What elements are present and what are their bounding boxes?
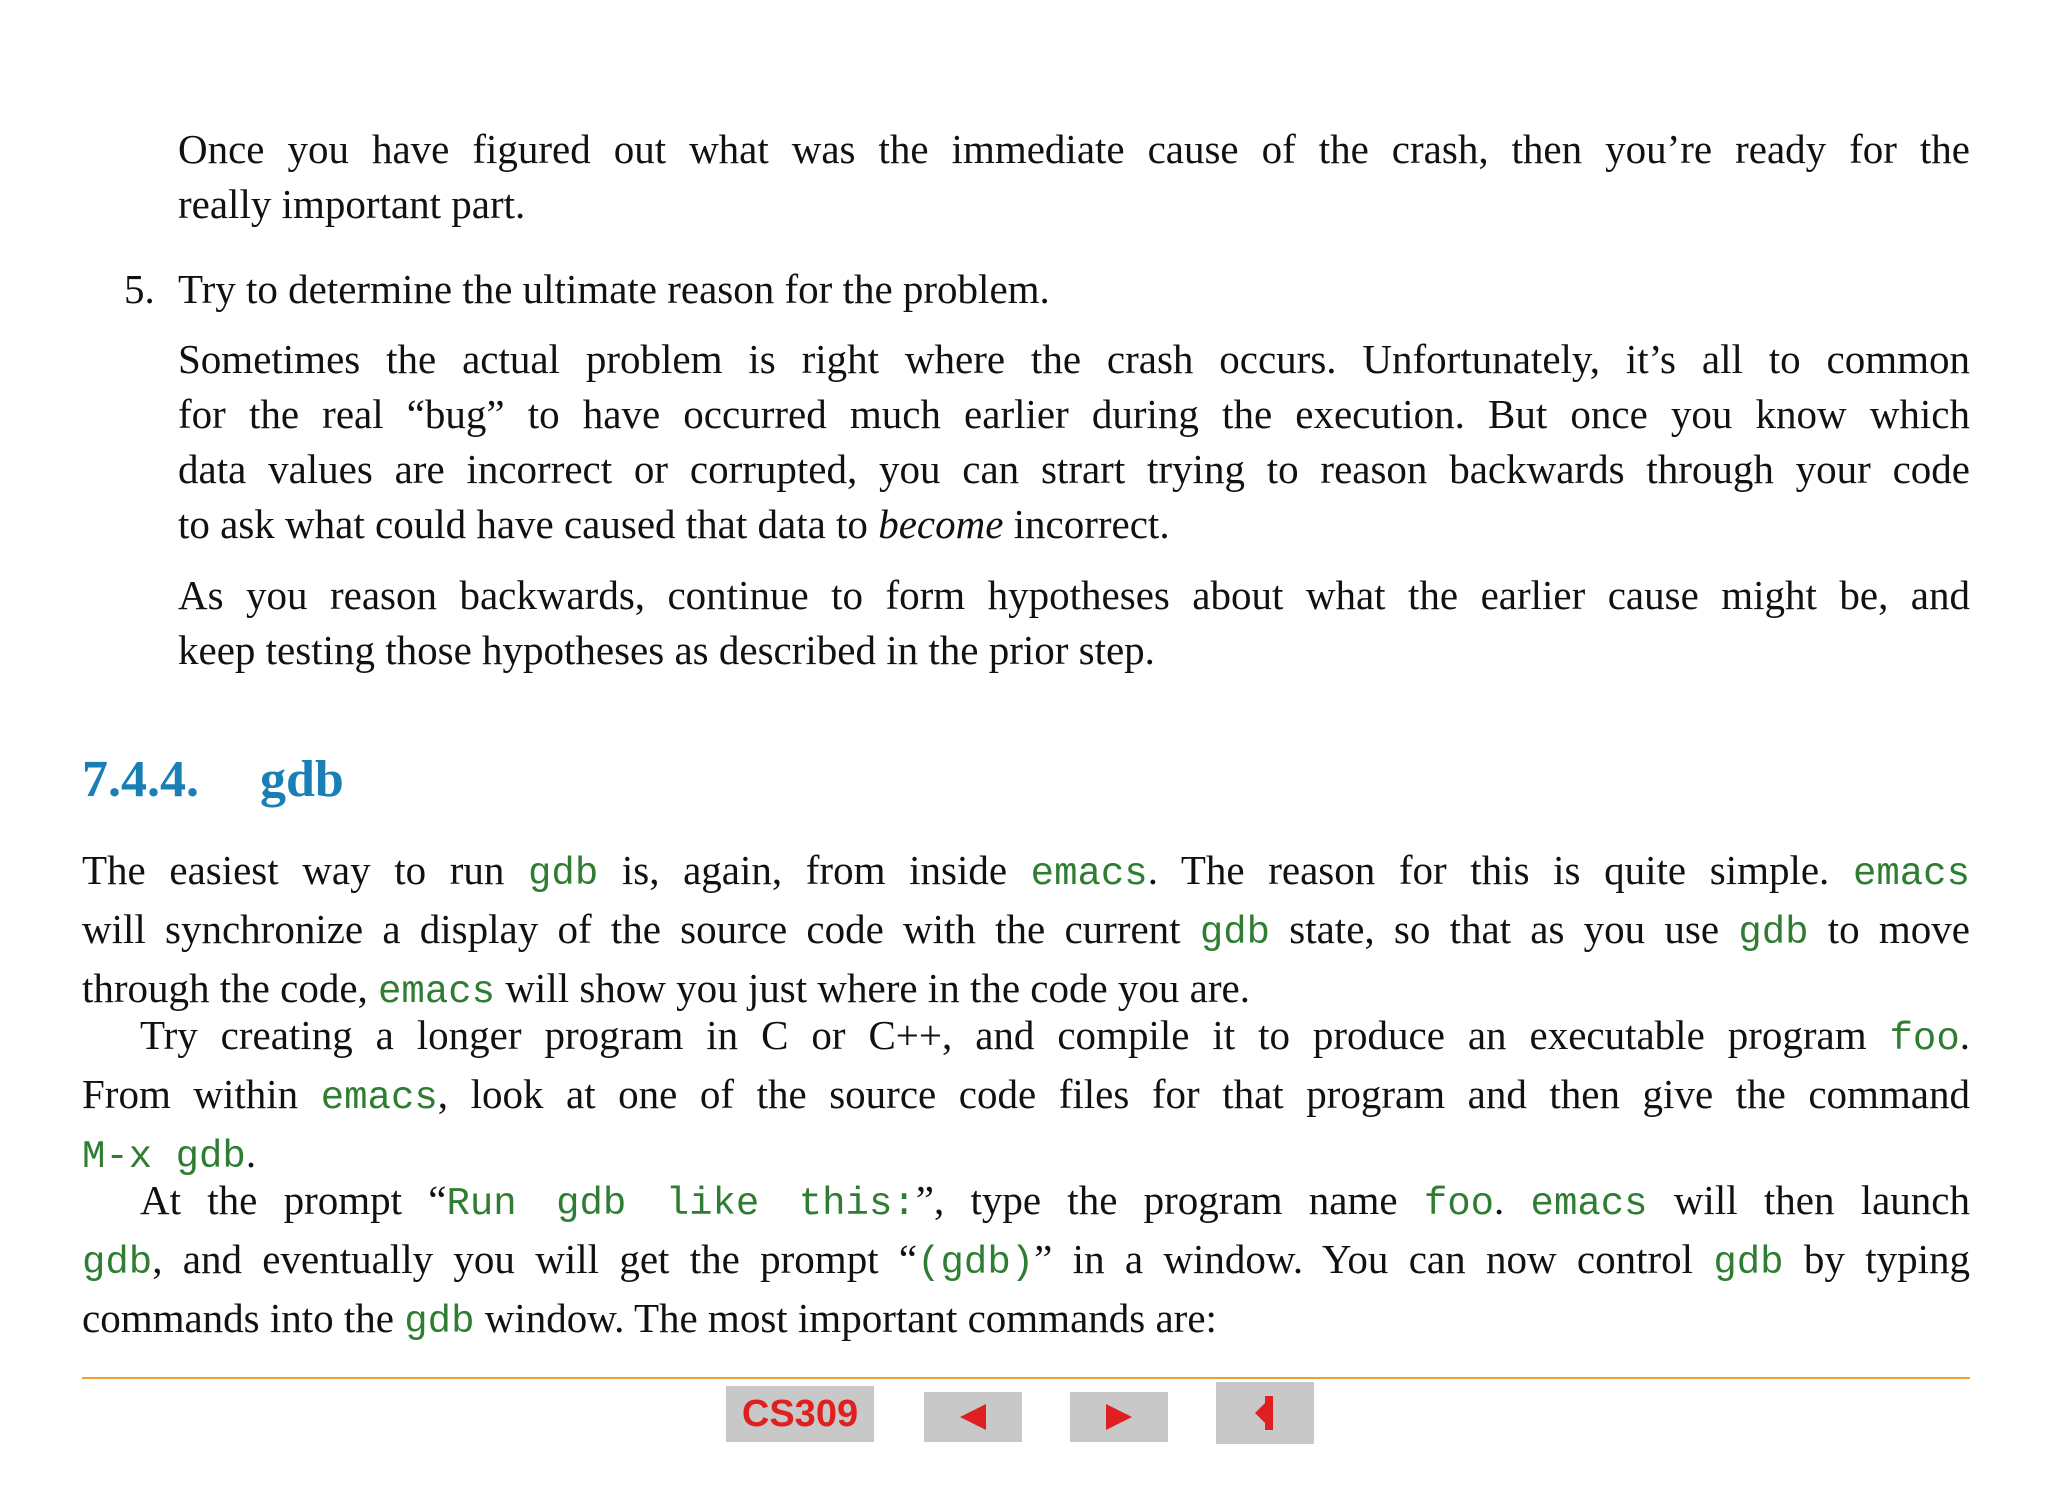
section-number: 7.4.4. [82,751,199,808]
step-p2-line-1: As you reason backwards, continue to form hypotheses about what the earlier cause might be, and [178,572,1970,618]
code-emacs: emacs [1030,852,1148,896]
text: The easiest way to run [82,847,529,893]
code-gdb: gdb [1713,1241,1784,1285]
text: will synchronize a display of the source code with the current [82,906,1200,952]
text: At the prompt “ [140,1177,447,1223]
text: window. The most important commands are: [474,1295,1217,1341]
code-foo: foo [1423,1182,1495,1226]
back-button[interactable] [1216,1382,1314,1444]
code-run-gdb-prompt: Run gdb like this: [446,1182,916,1226]
text: commands into the [82,1295,405,1341]
intro-line-2: really important part. [178,181,526,227]
body-paragraph-3 [82,1173,1970,1350]
prev-page-button[interactable] [924,1392,1022,1442]
code-gdb: gdb [82,1241,153,1285]
step-p1-line-1: Sometimes the actual problem is right where the crash occurs. Unfortunately, it’s all to common [178,336,1970,382]
body-p3-line-1 [82,1173,1970,1232]
text: will then launch [1647,1177,1970,1223]
code-emacs: emacs [320,1076,438,1120]
text: ”, type the program name [915,1177,1424,1223]
text: . [1494,1177,1531,1223]
step-paragraph-1 [178,332,1970,552]
left-triangle-icon [960,1404,986,1430]
body-p1-line-1 [82,843,1970,902]
body-p2-line-1 [82,1008,1970,1067]
text: , and eventually you will get the prompt “ [152,1236,918,1282]
text: , look at one of the source code files for that program and then give the command [437,1071,1970,1117]
step-p1-line-3: data values are incorrect or corrupted, you can strart trying to reason backwards through your code [178,446,1970,492]
step-p1-line-4-text-b: incorrect. [1003,501,1170,547]
back-arrow-icon [1255,1396,1275,1430]
body-paragraph-1 [82,843,1970,1020]
code-gdb: gdb [528,852,599,896]
step-title [178,262,1970,317]
course-label: CS309 [741,1392,859,1435]
code-gdb-prompt: (gdb) [917,1241,1035,1285]
text: to move [1808,906,1970,952]
text: . [1959,1012,1970,1058]
step-p1-line-2: for the real “bug” to have occurred much earlier during the execution. But once you know which [178,391,1970,437]
code-emacs: emacs [1852,852,1970,896]
body-p3-line-3 [82,1291,1970,1350]
code-mx-gdb: M-x gdb [82,1135,246,1179]
text: through the code, [82,965,379,1011]
code-foo: foo [1889,1017,1960,1061]
section-title: gdb [260,751,344,808]
code-gdb: gdb [1199,911,1271,955]
step-paragraph-2 [178,568,1970,678]
text: will show you just where in the code you are. [495,965,1250,1011]
code-emacs: emacs [378,970,496,1014]
code-emacs: emacs [1530,1182,1648,1226]
body-p2-line-2 [82,1067,1970,1126]
text: ” in a window. You can now control [1034,1236,1714,1282]
step-number: 5. [124,266,155,312]
text: Try creating a longer program in C or C++, and compile it to produce an executable program [140,1012,1890,1058]
right-triangle-icon [1106,1404,1132,1430]
text: is, again, from inside [598,847,1031,893]
course-button[interactable] [726,1386,874,1442]
step-title-text: Try to determine the ultimate reason for the problem. [178,266,1050,312]
intro-line-1: Once you have figured out what was the immediate cause of the crash, then you’re ready for the [178,126,1970,172]
text: state, so that as you use [1270,906,1739,952]
body-p1-line-2 [82,902,1970,961]
section-heading [82,748,344,812]
body-p3-line-2 [82,1232,1970,1291]
step-p1-line-4-text-a: to ask what could have caused that data to [178,501,879,547]
text: From within [82,1071,321,1117]
step-p1-line-4 [178,497,1970,552]
text: by typing [1783,1236,1970,1282]
step-p2-line-2: keep testing those hypotheses as described in the prior step. [178,627,1155,673]
next-page-button[interactable] [1070,1392,1168,1442]
emphasis-become: become [878,501,1004,547]
text: . The reason for this is quite simple. [1147,847,1853,893]
footer-rule [82,1377,1970,1379]
intro-paragraph [178,122,1970,232]
code-gdb: gdb [1738,911,1809,955]
body-paragraph-2 [82,1008,1970,1185]
text: . [245,1130,257,1176]
code-gdb: gdb [404,1300,475,1344]
